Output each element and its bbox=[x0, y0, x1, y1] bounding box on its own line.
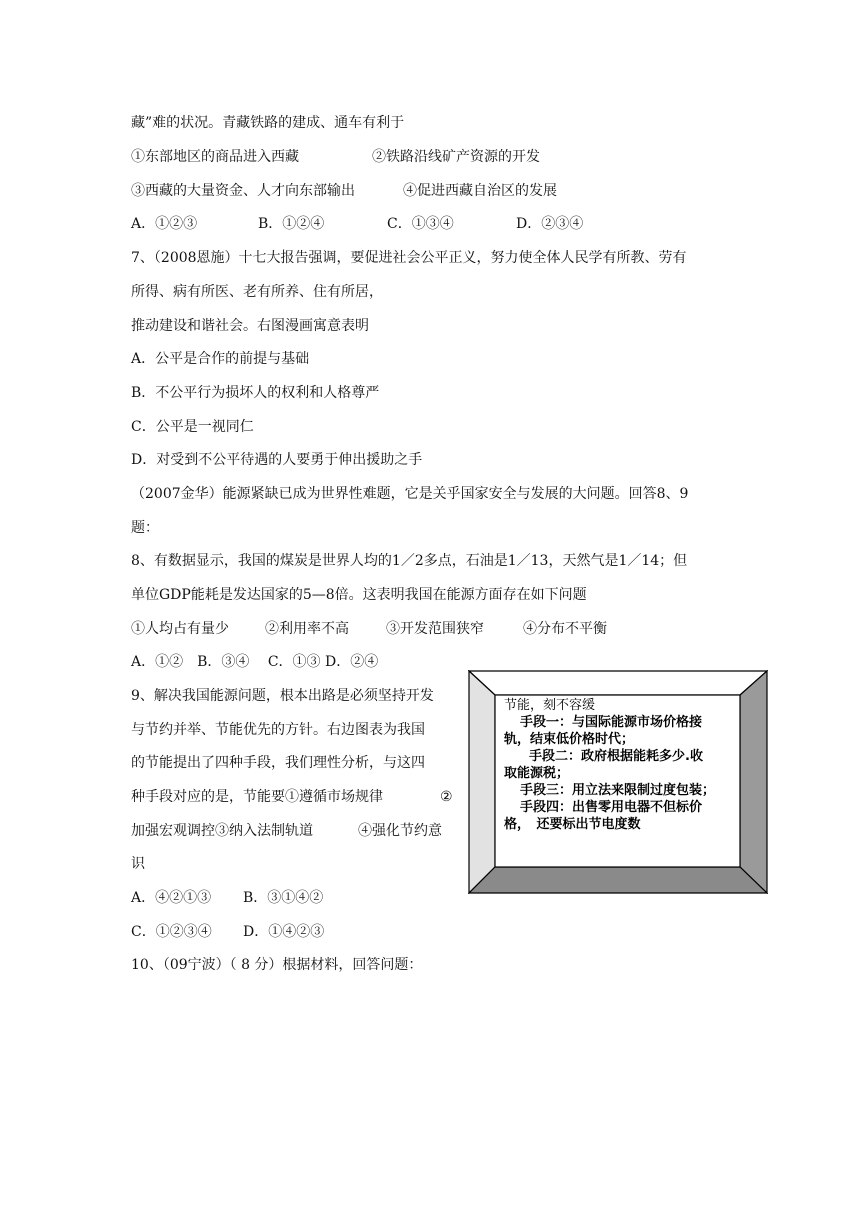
q9-stem-line-2: 与节约并举、节能优先的方针。右边图表为我国 bbox=[131, 722, 425, 738]
q9-option-c: C．①②③④ bbox=[131, 924, 212, 940]
q6-statement-2: ②铁路沿线矿产资源的开发 bbox=[372, 149, 540, 165]
q9-option-b: B．③①④② bbox=[243, 890, 324, 906]
q8-statement-2: ②利用率不高 bbox=[265, 621, 349, 637]
q8-statement-1: ①人均占有量少 bbox=[131, 621, 229, 637]
box-measure-4-line-1: 手段四：出售零用电器不但标价 bbox=[520, 800, 703, 815]
q6-statement-1: ①东部地区的商品进入西藏 bbox=[131, 149, 299, 165]
q7-option-a: A．公平是合作的前提与基础 bbox=[131, 351, 310, 367]
q6-option-b: B．①②④ bbox=[258, 216, 325, 232]
q6-statement-3: ③西藏的大量资金、人才向东部输出 bbox=[131, 183, 355, 199]
box-measure-4-line-2: 格， 还要标出节电度数 bbox=[504, 817, 641, 832]
q9-option-a: A．④②①③ bbox=[131, 890, 212, 906]
q8-statement-4: ④分布不平衡 bbox=[523, 621, 607, 637]
q7-option-d: D．对受到不公平待遇的人要勇于伸出援助之手 bbox=[131, 452, 423, 468]
q6-stem-line: 藏”难的状况。青藏铁路的建成、通车有利于 bbox=[131, 115, 405, 131]
box-measure-2-line-2: 取能源税； bbox=[504, 766, 570, 781]
q8-statement-3: ③开发范围狭窄 bbox=[386, 621, 484, 637]
q7-stem-line-2: 所得、病有所医、老有所养、住有所居， bbox=[131, 284, 383, 300]
q6-statement-4: ④促进西藏自治区的发展 bbox=[403, 183, 557, 199]
q8-9-intro-line-2: 题： bbox=[131, 520, 159, 536]
q6-option-a: A．①②③ bbox=[131, 216, 198, 232]
q9-option-d: D．①④②③ bbox=[243, 924, 325, 940]
box-measure-2-line-1: 手段二：政府根据能耗多少.收 bbox=[529, 749, 703, 764]
q9-stem-line-5-end: ④强化节约意 bbox=[358, 823, 442, 839]
energy-saving-chart-box bbox=[468, 670, 768, 894]
q9-stem-line-3: 的节能提出了四种手段，我们理性分析，与这四 bbox=[131, 755, 425, 771]
q7-stem-line-1: 7、（2008恩施）十七大报告强调，要促进社会公平正义，努力使全体人民学有所教、劳有 bbox=[131, 250, 687, 266]
box-measure-1-line-1: 手段一：与国际能源市场价格接 bbox=[520, 715, 703, 730]
q9-stem-line-4: 种手段对应的是，节能要①遵循市场规律 bbox=[131, 789, 383, 805]
q9-stem-line-4-end: ② bbox=[440, 789, 453, 805]
q7-stem-line-3: 推动建设和谐社会。右图漫画寓意表明 bbox=[131, 318, 369, 334]
q8-9-intro-line-1: （2007金华）能源紧缺已成为世界性难题，它是关乎国家安全与发展的大问题。回答8、9 bbox=[131, 486, 689, 502]
q6-option-c: C．①③④ bbox=[387, 216, 454, 232]
q7-option-c: C．公平是一视同仁 bbox=[131, 419, 254, 435]
box-measure-3: 手段三：用立法来限制过度包装； bbox=[520, 783, 716, 798]
q7-option-b: B．不公平行为损坏人的权利和人格尊严 bbox=[131, 385, 380, 401]
q8-stem-line-1: 8、有数据显示，我国的煤炭是世界人均的1／2多点，石油是1／13，天然气是1／14；但 bbox=[131, 553, 688, 569]
q9-stem-line-1: 9、解决我国能源问题，根本出路是必须坚持开发 bbox=[131, 688, 434, 704]
box-measure-1-line-2: 轨，结束低价格时代； bbox=[504, 732, 635, 747]
q9-stem-line-6: 识 bbox=[131, 856, 145, 872]
q10-stem: 10、（09宁波）（ 8 分）根据材料，回答问题： bbox=[131, 957, 423, 973]
q6-option-d: D．②③④ bbox=[516, 216, 584, 232]
q9-stem-line-5: 加强宏观调控③纳入法制轨道 bbox=[131, 823, 313, 839]
q8-stem-line-2: 单位GDP能耗是发达国家的5—8倍。这表明我国在能源方面存在如下问题 bbox=[131, 587, 587, 603]
box-title: 节能，刻不容缓 bbox=[504, 698, 596, 713]
q8-options: A．①② B．③④ C．①③ D．②④ bbox=[131, 654, 379, 670]
